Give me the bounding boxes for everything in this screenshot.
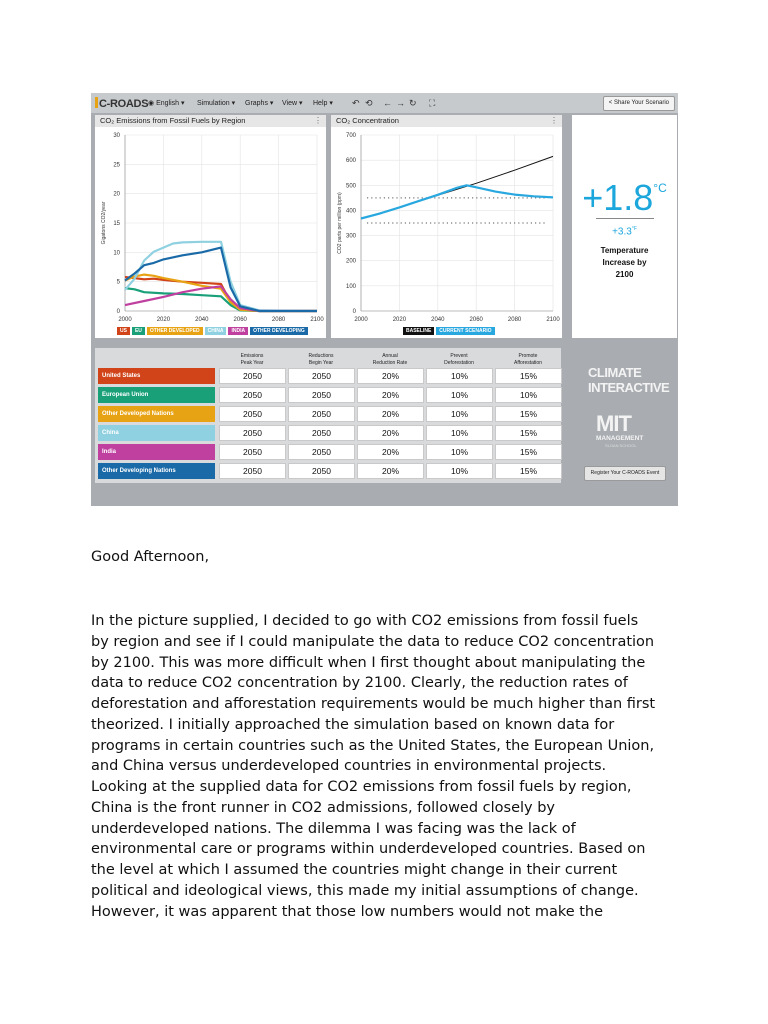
temperature-value: $+1.8^{^\circ C}$ bbox=[582, 177, 667, 218]
body-line: China is the front runner in CO2 admissions, followed closely by bbox=[91, 799, 556, 816]
y-tick-label: 0 bbox=[352, 309, 356, 315]
y-tick-label: 20 bbox=[113, 191, 120, 198]
menu-simulation[interactable]: Simulation ▾ bbox=[197, 100, 236, 107]
header-peak-year: Emissions Peak Year bbox=[240, 353, 264, 366]
undo-icon[interactable]: ↶ bbox=[352, 98, 360, 108]
y-tick-label: 700 bbox=[345, 133, 356, 139]
y-tick-label: 400 bbox=[345, 208, 356, 215]
emissions-chart bbox=[95, 127, 326, 337]
table-cell[interactable]: 15% bbox=[495, 463, 562, 479]
y-tick-label: 10 bbox=[113, 250, 120, 257]
refresh-icon[interactable]: ⟲ bbox=[365, 98, 373, 108]
panel-menu-icon[interactable]: ⋮ bbox=[314, 116, 322, 125]
redo-icon[interactable]: ↻ bbox=[409, 98, 417, 108]
forward-icon[interactable]: → bbox=[396, 98, 405, 108]
body-line: underdeveloped nations. The dilemma I was facing was the lack of bbox=[91, 820, 576, 837]
register-event-button[interactable]: Register Your C-ROADS Event bbox=[584, 466, 666, 481]
y-tick-label: 500 bbox=[345, 183, 356, 190]
menu-view[interactable]: View ▾ bbox=[282, 100, 303, 107]
table-cell[interactable]: 15% bbox=[495, 444, 562, 460]
y-tick-label: 30 bbox=[113, 133, 120, 139]
legend-current-scenario[interactable]: CURRENT SCENARIO bbox=[436, 327, 494, 335]
table-cell[interactable]: 20% bbox=[357, 425, 424, 441]
mit-logo: MIT bbox=[596, 411, 631, 436]
table-cell[interactable]: 15% bbox=[495, 425, 562, 441]
emissions-panel-title: CO₂ Emissions from Fossil Fuels by Region ⋮ bbox=[95, 115, 326, 127]
globe-icon: ◉ bbox=[148, 100, 155, 107]
x-tick-label: 2080 bbox=[507, 317, 522, 323]
x-tick-label: 2100 bbox=[310, 317, 324, 323]
row-name: Other Developed Nations bbox=[98, 406, 215, 422]
body-line: the level at which I assumed the countries might change in their current bbox=[91, 862, 618, 878]
table-cell[interactable]: 2050 bbox=[219, 425, 286, 441]
body-line: data to reduce CO2 concentration by 2100. Clearly, the reduction rates of bbox=[91, 675, 628, 692]
menu-graphs[interactable]: Graphs ▾ bbox=[245, 100, 274, 107]
table-cell[interactable]: 20% bbox=[357, 406, 424, 422]
y-tick-label: 200 bbox=[345, 258, 356, 265]
table-cell[interactable]: 2050 bbox=[288, 387, 355, 403]
share-scenario-button[interactable]: < Share Your Scenario bbox=[603, 96, 675, 111]
table-cell[interactable]: 2050 bbox=[219, 444, 286, 460]
fullscreen-icon[interactable]: ⛶ bbox=[429, 98, 436, 108]
emissions-legend bbox=[117, 327, 310, 335]
panel-menu-icon[interactable]: ⋮ bbox=[550, 116, 558, 125]
top-menu-bar bbox=[91, 93, 678, 113]
x-tick-label: 2020 bbox=[156, 317, 171, 323]
body-line: programs in certain countries such as the United States, the European Union, bbox=[91, 737, 655, 754]
table-cell[interactable]: 2050 bbox=[219, 406, 286, 422]
mit-management-text: MANAGEMENT bbox=[596, 435, 644, 442]
table-cell[interactable]: 2050 bbox=[219, 368, 286, 384]
row-name: China bbox=[98, 425, 215, 441]
temperature-panel bbox=[572, 115, 677, 338]
series-line-us bbox=[125, 277, 317, 311]
body-paragraph bbox=[91, 611, 691, 922]
table-cell[interactable]: 10% bbox=[495, 387, 562, 403]
table-cell[interactable]: 2050 bbox=[288, 463, 355, 479]
table-cell[interactable]: 10% bbox=[426, 425, 493, 441]
body-line: theorized. I initially approached the simulation based on known data for bbox=[91, 716, 615, 733]
y-tick-label: 5 bbox=[116, 279, 120, 286]
table-cell[interactable]: 2050 bbox=[288, 368, 355, 384]
x-tick-label: 2000 bbox=[118, 317, 132, 323]
x-tick-label: 2040 bbox=[431, 317, 445, 323]
header-reduction-rate: Annual Reduction Rate bbox=[372, 353, 408, 366]
table-cell[interactable]: 2050 bbox=[219, 463, 286, 479]
table-cell[interactable]: 2050 bbox=[288, 444, 355, 460]
body-line: political and ideological views, this made my initial assumptions of change. bbox=[91, 882, 639, 899]
y-tick-label: 25 bbox=[113, 162, 120, 169]
legend-baseline[interactable]: BASELINE bbox=[403, 327, 434, 335]
legend-india[interactable]: INDIA bbox=[228, 327, 248, 335]
concentration-chart bbox=[331, 127, 562, 337]
x-tick-label: 2040 bbox=[195, 317, 209, 323]
legend-eu[interactable]: EU bbox=[132, 327, 145, 335]
row-name: European Union bbox=[98, 387, 215, 403]
row-name: Other Developing Nations bbox=[98, 463, 215, 479]
header-promote-afforestation: Promote Afforestation bbox=[514, 353, 542, 366]
x-tick-label: 2080 bbox=[271, 317, 286, 323]
y-tick-label: 0 bbox=[116, 309, 120, 315]
y-tick-label: 300 bbox=[345, 233, 356, 240]
divider bbox=[596, 218, 654, 219]
c-roads-logo: C-ROADS bbox=[95, 97, 148, 110]
table-cell[interactable]: 20% bbox=[357, 463, 424, 479]
table-cell[interactable]: 10% bbox=[426, 368, 493, 384]
body-line: environmental care or programs within underdeveloped countries. Based on bbox=[91, 841, 646, 858]
body-line: deforestation and afforestation requirements would be much higher than first bbox=[91, 696, 656, 712]
y-tick-label: 100 bbox=[345, 283, 356, 290]
concentration-legend bbox=[403, 327, 497, 335]
x-tick-label: 2000 bbox=[354, 317, 368, 323]
x-tick-label: 2060 bbox=[233, 317, 247, 323]
body-line: In the picture supplied, I decided to go with CO2 emissions from fossil fuels bbox=[91, 613, 639, 629]
menu-language[interactable]: ◉ English ▾ bbox=[148, 100, 185, 107]
legend-other-developed[interactable]: OTHER DEVELOPED bbox=[147, 327, 203, 335]
legend-china[interactable]: CHINA bbox=[205, 327, 227, 335]
row-name: India bbox=[98, 444, 215, 460]
x-tick-label: 2020 bbox=[392, 317, 407, 323]
legend-other-developing[interactable]: OTHER DEVELOPING bbox=[250, 327, 308, 335]
x-tick-label: 2100 bbox=[546, 317, 560, 323]
table-cell[interactable]: 20% bbox=[357, 368, 424, 384]
table-cell[interactable]: 20% bbox=[357, 444, 424, 460]
back-icon[interactable]: ← bbox=[383, 98, 392, 108]
series-line-current-scenario bbox=[361, 185, 553, 218]
concentration-panel-title: CO₂ Concentration ⋮ bbox=[331, 115, 562, 127]
table-cell[interactable]: 2050 bbox=[288, 425, 355, 441]
share-icon: < bbox=[608, 100, 613, 106]
body-line: by 2100. This was more difficult when I first thought about manipulating the bbox=[91, 654, 646, 671]
mit-sloan-text: SLOAN SCHOOL bbox=[605, 443, 637, 448]
concentration-panel bbox=[331, 115, 562, 338]
table-cell[interactable]: 10% bbox=[426, 406, 493, 422]
y-tick-label: 600 bbox=[345, 158, 356, 165]
y-axis-label: CO2 parts per million (ppm) bbox=[337, 192, 343, 254]
body-line: However, it was apparent that those low numbers would not make the bbox=[91, 903, 604, 920]
table-cell[interactable]: 15% bbox=[495, 406, 562, 422]
x-tick-label: 2060 bbox=[469, 317, 483, 323]
table-cell[interactable]: 10% bbox=[426, 387, 493, 403]
table-cell[interactable]: 2050 bbox=[288, 406, 355, 422]
body-line: and China versus underdeveloped countries in environmental projects. bbox=[91, 758, 607, 775]
c-roads-screenshot bbox=[91, 93, 678, 506]
temperature-fahrenheit: $+3.3^{^\circ F}$ bbox=[612, 226, 637, 238]
climate-interactive-logo: CLIMATE INTERACTIVE bbox=[588, 365, 670, 395]
scenario-table bbox=[95, 348, 561, 483]
table-cell[interactable]: 2050 bbox=[219, 387, 286, 403]
greeting: Good Afternoon, bbox=[91, 549, 210, 565]
temperature-label: Temperature Increase by 2100 bbox=[600, 246, 649, 279]
table-cell[interactable]: 15% bbox=[495, 368, 562, 384]
body-line: by region and see if I could manipulate the data to reduce CO2 concentration bbox=[91, 633, 655, 650]
y-axis-label: Gigatons CO2/year bbox=[101, 201, 107, 245]
table-cell[interactable]: 20% bbox=[357, 387, 424, 403]
menu-help[interactable]: Help ▾ bbox=[313, 100, 333, 107]
body-line: Looking at the supplied data for CO2 emissions from fossil fuels by region, bbox=[91, 779, 632, 795]
header-prevent-deforestation: Prevent Deforestation bbox=[444, 353, 474, 366]
table-cell[interactable]: 10% bbox=[426, 463, 493, 479]
table-cell[interactable]: 10% bbox=[426, 444, 493, 460]
row-name: United States bbox=[98, 368, 215, 384]
legend-us[interactable]: US bbox=[117, 327, 130, 335]
y-tick-label: 15 bbox=[113, 221, 120, 227]
emissions-panel bbox=[95, 115, 326, 338]
header-reductions-begin: Reductions Begin Year bbox=[308, 353, 334, 366]
